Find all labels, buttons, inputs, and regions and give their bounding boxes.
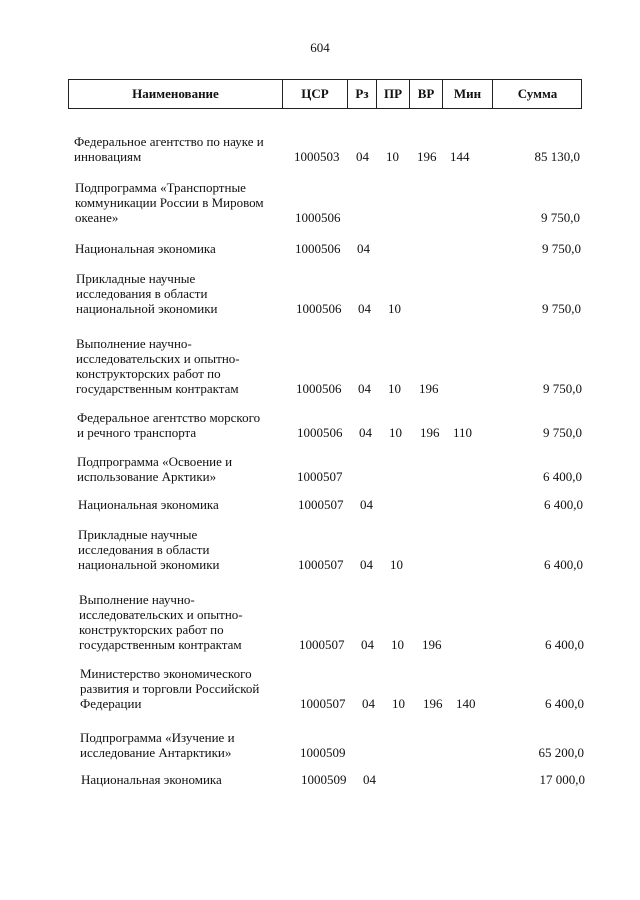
row-name-line: Национальная экономика xyxy=(75,241,216,256)
table-header xyxy=(68,79,582,109)
header-name: Наименование xyxy=(132,86,219,101)
row-pr: 10 xyxy=(389,425,402,440)
row-name-line: конструкторских работ по xyxy=(76,366,221,381)
row-pr: 10 xyxy=(388,381,401,396)
row-name-line: государственным контрактам xyxy=(79,637,242,652)
row-csr: 1000507 xyxy=(300,696,346,711)
row-name xyxy=(78,497,293,512)
row-csr: 1000509 xyxy=(301,772,347,787)
row-csr: 1000506 xyxy=(296,301,342,316)
row-sum: 6 400,0 xyxy=(543,469,582,484)
row-name xyxy=(80,730,295,760)
row-name-line: государственным контрактам xyxy=(76,381,239,396)
row-name-line: Прикладные научные xyxy=(78,527,198,542)
row-name xyxy=(80,666,295,711)
table-row xyxy=(0,134,640,164)
row-name xyxy=(76,336,291,396)
row-name xyxy=(75,180,290,225)
table-row xyxy=(0,410,640,440)
row-sum: 6 400,0 xyxy=(544,557,583,572)
row-rz: 04 xyxy=(360,557,373,572)
header-min: Мин xyxy=(442,80,492,108)
table-row xyxy=(0,336,640,396)
row-rz: 04 xyxy=(362,696,375,711)
row-name xyxy=(81,772,296,787)
row-pr: 10 xyxy=(391,637,404,652)
row-csr: 1000509 xyxy=(300,745,346,760)
row-name-line: исследовательских и опытно- xyxy=(79,607,243,622)
row-min: 140 xyxy=(456,696,476,711)
header-csr: ЦСР xyxy=(282,80,347,108)
row-rz: 04 xyxy=(357,241,370,256)
row-name-line: океане» xyxy=(75,210,119,225)
table-row xyxy=(0,772,640,787)
row-vr: 196 xyxy=(417,149,437,164)
row-name-line: национальной экономики xyxy=(76,301,218,316)
table-row xyxy=(0,527,640,572)
row-vr: 196 xyxy=(420,425,440,440)
row-rz: 04 xyxy=(359,425,372,440)
row-sum: 6 400,0 xyxy=(544,497,583,512)
row-csr: 1000506 xyxy=(295,210,341,225)
table-row xyxy=(0,730,640,760)
row-name-line: исследования в области xyxy=(76,286,208,301)
row-rz: 04 xyxy=(363,772,376,787)
row-name-line: национальной экономики xyxy=(78,557,220,572)
row-vr: 196 xyxy=(422,637,442,652)
row-name xyxy=(79,592,294,652)
row-rz: 04 xyxy=(358,301,371,316)
row-sum: 17 000,0 xyxy=(539,772,585,787)
row-min: 110 xyxy=(453,425,473,440)
row-csr: 1000503 xyxy=(294,149,340,164)
row-csr: 1000507 xyxy=(298,497,344,512)
row-pr: 10 xyxy=(388,301,401,316)
row-name-line: Национальная экономика xyxy=(78,497,219,512)
row-name-line: инновациям xyxy=(74,149,142,164)
row-rz: 04 xyxy=(361,637,374,652)
row-name-line: использование Арктики» xyxy=(77,469,217,484)
table-row xyxy=(0,497,640,512)
row-name-line: Выполнение научно- xyxy=(79,592,195,607)
row-name-line: Подпрограмма «Освоение и xyxy=(77,454,233,469)
table-row xyxy=(0,454,640,484)
row-name-line: Подпрограмма «Изучение и xyxy=(80,730,235,745)
row-name-line: исследовательских и опытно- xyxy=(76,351,240,366)
row-sum: 85 130,0 xyxy=(534,149,580,164)
row-sum: 9 750,0 xyxy=(543,381,582,396)
table-row xyxy=(0,271,640,316)
row-sum: 65 200,0 xyxy=(538,745,584,760)
row-vr: 196 xyxy=(423,696,443,711)
row-csr: 1000507 xyxy=(299,637,345,652)
header-vr: ВР xyxy=(409,80,442,108)
row-name-line: Выполнение научно- xyxy=(76,336,192,351)
row-csr: 1000507 xyxy=(297,469,343,484)
row-name-line: Федерации xyxy=(80,696,142,711)
row-name xyxy=(78,527,293,572)
row-sum: 9 750,0 xyxy=(541,210,580,225)
row-sum: 9 750,0 xyxy=(542,301,581,316)
row-name-line: и речного транспорта xyxy=(77,425,197,440)
row-pr: 10 xyxy=(390,557,403,572)
row-sum: 9 750,0 xyxy=(542,241,581,256)
row-name-line: Федеральное агентство морского xyxy=(77,410,261,425)
row-sum: 6 400,0 xyxy=(545,696,584,711)
row-name-line: исследования в области xyxy=(78,542,210,557)
row-name xyxy=(76,271,291,316)
row-pr: 10 xyxy=(386,149,399,164)
row-name-line: Федеральное агентство по науке и xyxy=(74,134,264,149)
table-row xyxy=(0,180,640,225)
row-name-line: Подпрограмма «Транспортные xyxy=(75,180,246,195)
row-name xyxy=(74,134,289,164)
row-pr: 10 xyxy=(392,696,405,711)
header-sum: Сумма xyxy=(492,80,582,108)
row-min: 144 xyxy=(450,149,470,164)
row-name-line: Прикладные научные xyxy=(76,271,196,286)
row-sum: 9 750,0 xyxy=(543,425,582,440)
row-name-line: коммуникации России в Мировом xyxy=(75,195,264,210)
row-name-line: конструкторских работ по xyxy=(79,622,224,637)
row-sum: 6 400,0 xyxy=(545,637,584,652)
row-rz: 04 xyxy=(358,381,371,396)
row-csr: 1000506 xyxy=(295,241,341,256)
row-name xyxy=(75,241,290,256)
row-name-line: Министерство экономического xyxy=(80,666,252,681)
row-name-line: развития и торговли Российской xyxy=(80,681,260,696)
row-name xyxy=(77,410,292,440)
row-rz: 04 xyxy=(356,149,369,164)
row-csr: 1000506 xyxy=(297,425,343,440)
row-csr: 1000506 xyxy=(296,381,342,396)
header-pr: ПР xyxy=(376,80,409,108)
row-name xyxy=(77,454,292,484)
table-row xyxy=(0,592,640,652)
row-name-line: Национальная экономика xyxy=(81,772,222,787)
row-rz: 04 xyxy=(360,497,373,512)
row-name-line: исследование Антарктики» xyxy=(80,745,232,760)
row-csr: 1000507 xyxy=(298,557,344,572)
row-vr: 196 xyxy=(419,381,439,396)
table-row xyxy=(0,241,640,256)
page-number: 604 xyxy=(310,40,330,55)
header-rz: Рз xyxy=(347,80,376,108)
table-row xyxy=(0,666,640,711)
